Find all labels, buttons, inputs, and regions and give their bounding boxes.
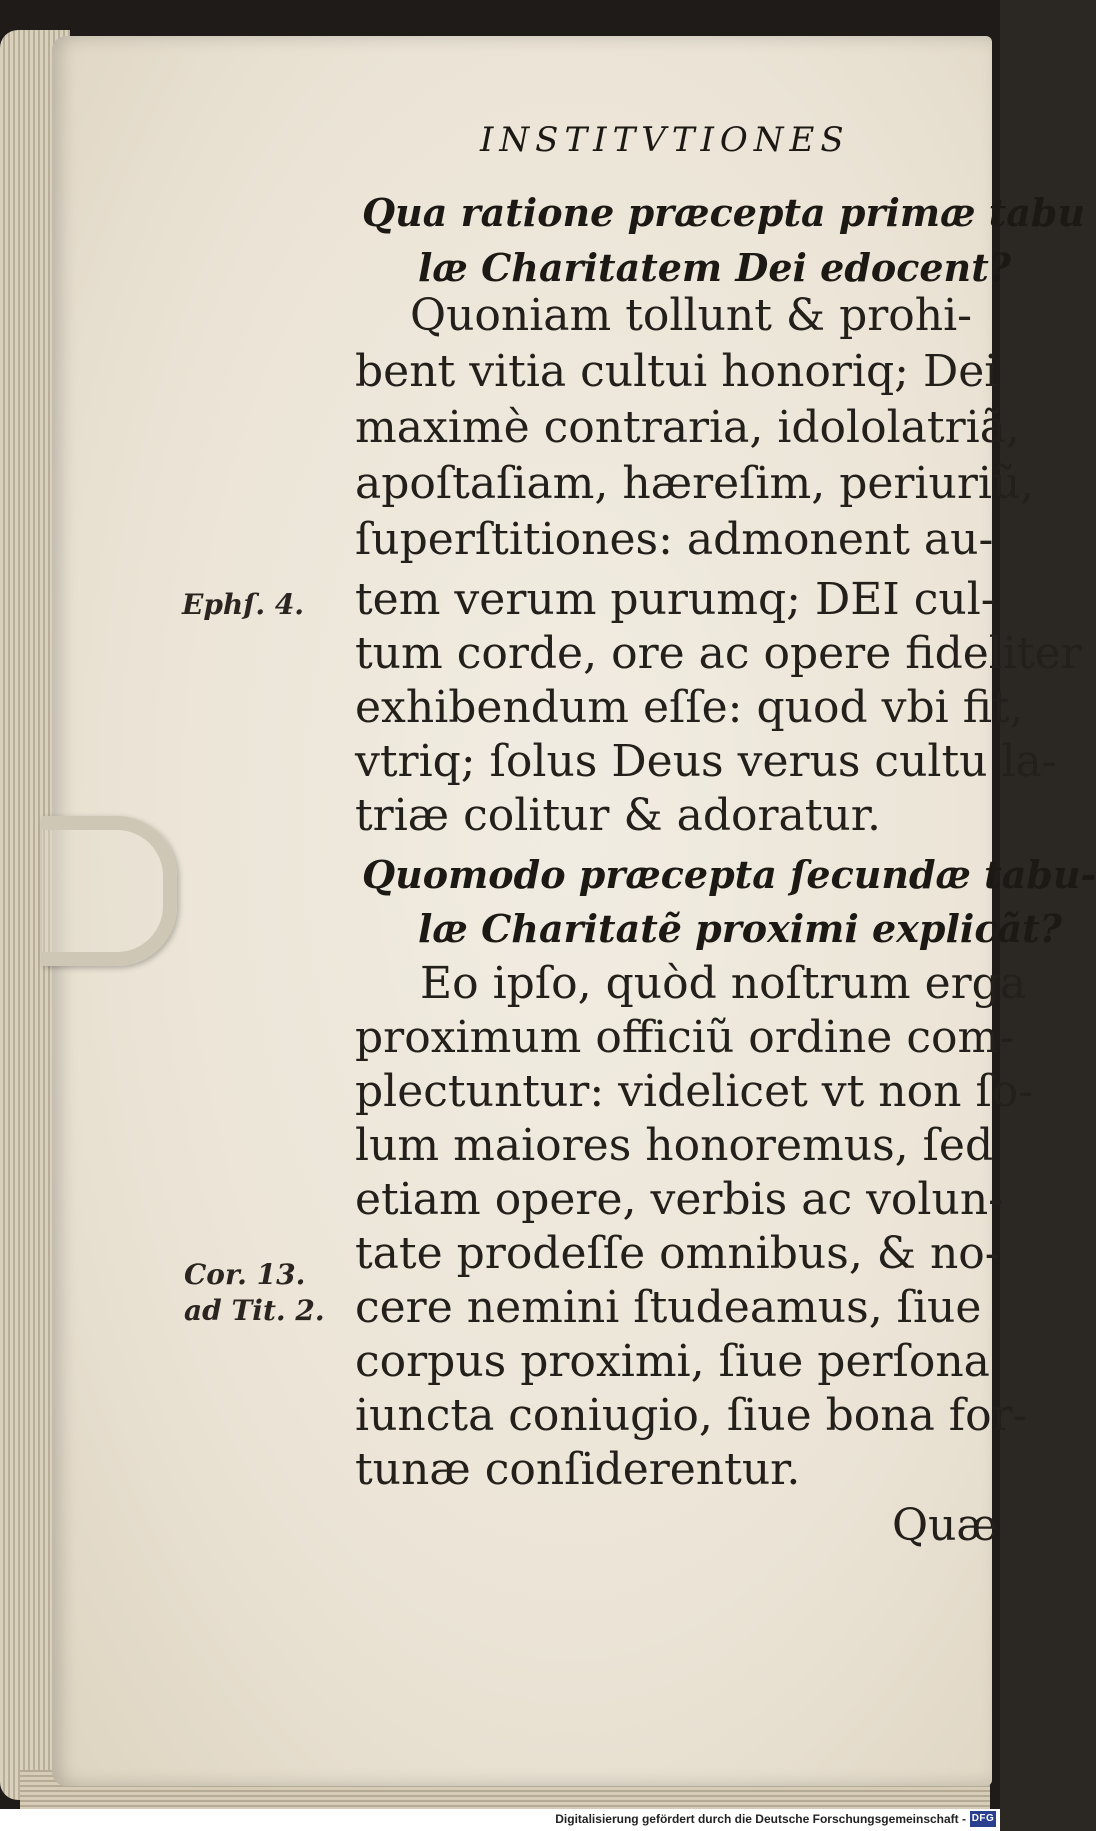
- answer-1-line: ſuperſtitiones: admonent au-: [355, 514, 994, 565]
- funding-credit: Digitalisierung gefördert durch die Deutsche Forschungsgemeinschaft -: [555, 1812, 966, 1826]
- answer-2-line: iuncta coniugio, ſiue bona for-: [355, 1390, 1028, 1441]
- answer-1-line: vtriq; ſolus Deus verus cultu la-: [355, 736, 1057, 787]
- answer-2-line: corpus proximi, ſiue perſona: [355, 1336, 990, 1387]
- answer-1-line: apoſtaſiam, hæreſim, periuriũ,: [355, 458, 1035, 509]
- question-2-line-2: læ Charitatẽ proximi explicãt?: [418, 906, 1062, 951]
- answer-1-line: maximè contraria, idololatriã,: [355, 402, 1020, 453]
- answer-1-line: exhibendum eſſe: quod vbi fit,: [355, 682, 1024, 733]
- book-clasp: [42, 816, 177, 966]
- answer-2-line: tate prodeſſe omnibus, & no-: [355, 1228, 1000, 1279]
- margin-note-ephesians: Ephſ. 4.: [182, 588, 305, 621]
- answer-1-line: triæ colitur & adoratur.: [355, 790, 881, 841]
- answer-1-line: tum corde, ore ac opere fideliter: [355, 628, 1082, 679]
- answer-2-line: tunæ conſiderentur.: [355, 1444, 801, 1495]
- answer-2-line: lum maiores honoremus, ſed: [355, 1120, 994, 1171]
- margin-note-corinthians: Cor. 13.: [184, 1258, 306, 1291]
- catchword: Quæ: [892, 1500, 998, 1551]
- running-head: INSTITVTIONES: [480, 120, 850, 160]
- answer-2-line: etiam opere, verbis ac volun-: [355, 1174, 1004, 1225]
- question-1-line-2: læ Charitatem Dei edocent?: [418, 245, 1012, 290]
- answer-2-line: proximum officiũ ordine com-: [355, 1012, 1015, 1063]
- answer-2-line: Eo ipſo, quòd noſtrum erga: [420, 958, 1027, 1009]
- dfg-logo: DFG: [970, 1811, 996, 1827]
- answer-2-line: plectuntur: videlicet vt non ſo-: [355, 1066, 1034, 1117]
- answer-2-line: cere nemini ſtudeamus, ſiue: [355, 1282, 982, 1333]
- question-2-line-1: Quomodo præcepta ſecundæ tabu-: [362, 852, 1096, 897]
- answer-1-line: bent vitia cultui honoriq; Dei: [355, 346, 999, 397]
- margin-note-titus: ad Tit. 2.: [184, 1294, 325, 1327]
- answer-1-line: Quoniam tollunt & prohi-: [410, 290, 973, 341]
- answer-1-line: tem verum purumq; DEI cul-: [355, 574, 996, 625]
- question-1-line-1: Qua ratione præcepta primæ tabu: [362, 190, 1086, 235]
